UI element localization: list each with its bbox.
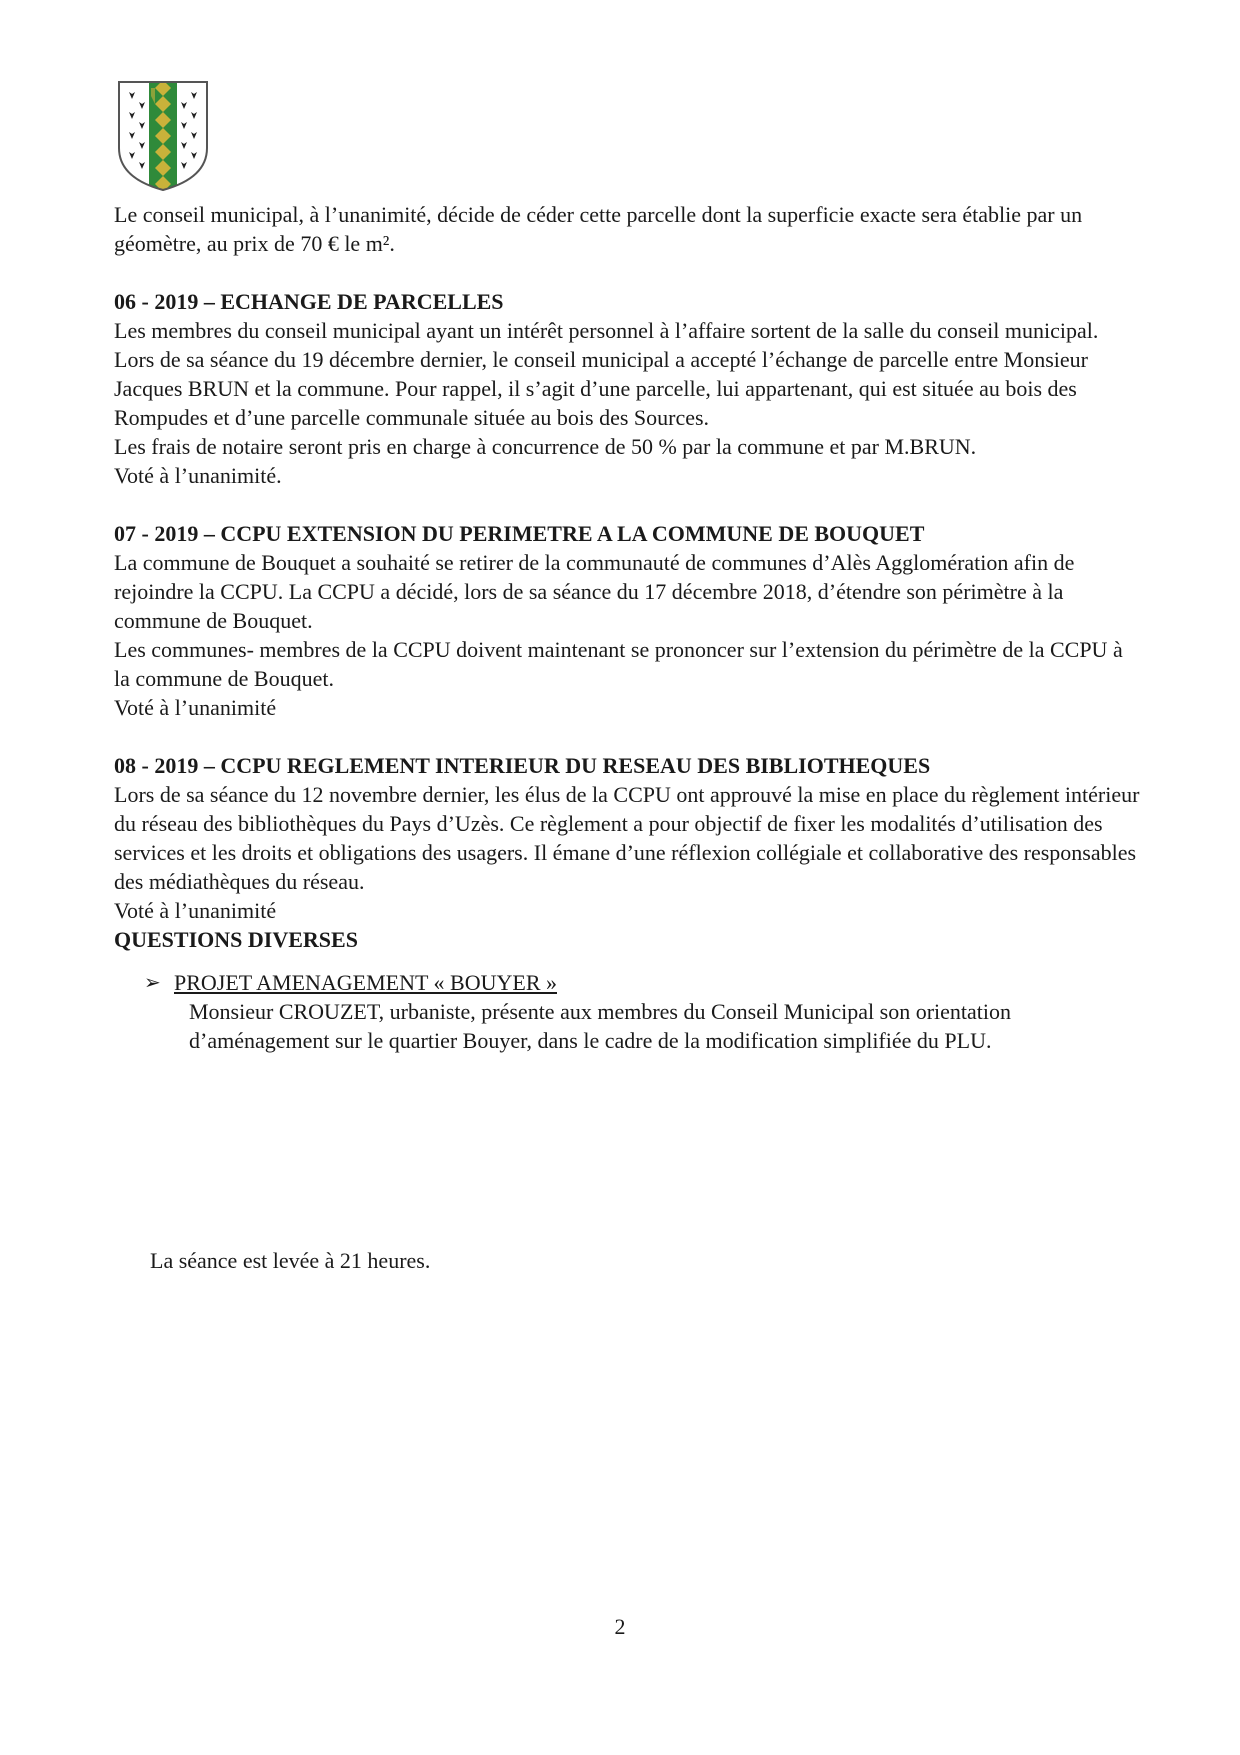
- intro-paragraph: Le conseil municipal, à l’unanimité, décide de céder cette parcelle dont la superficie exacte sera établie par un géomètre, au prix de 70 € le m².: [114, 202, 1083, 256]
- section-08-2019: [114, 751, 1144, 925]
- section-paragraph: Voté à l’unanimité: [114, 898, 277, 923]
- bullet-paragraph: Monsieur CROUZET, urbaniste, présente aux membres du Conseil Municipal son orientation d’aménagement sur le quartier Bouyer, dans le cadre de la modification simplifiée du PLU.: [189, 999, 1011, 1053]
- section-06-2019: [114, 287, 1144, 490]
- municipal-crest-logo: [115, 78, 211, 194]
- page-number: 2: [614, 1614, 626, 1639]
- bullet-label: PROJET AMENAGEMENT « BOUYER »: [174, 970, 557, 995]
- section-07-2019: [114, 519, 1144, 722]
- document-body: [114, 200, 1144, 1055]
- bullet-item: [114, 968, 1144, 997]
- section-paragraph: Voté à l’unanimité: [114, 695, 277, 720]
- closing-statement: La séance est levée à 21 heures.: [150, 1248, 431, 1273]
- section-paragraph: Les membres du conseil municipal ayant un intérêt personnel à l’affaire sortent de la salle du conseil municipal. Lors de sa séance du 19 décembre dernier, le conseil municipal a accepté l’échange de parcelle entre Monsieur Jacques BRUN et la commune. Pour rappel, il s’agit d’une parcelle, lui appartenant, qui est située au bois des Rompudes et d’une parcelle communale située au bois des Sources.: [114, 318, 1099, 430]
- section-title: 08 - 2019 – CCPU REGLEMENT INTERIEUR DU RESEAU DES BIBLIOTHEQUES: [114, 753, 931, 778]
- section-title: 07 - 2019 – CCPU EXTENSION DU PERIMETRE A LA COMMUNE DE BOUQUET: [114, 521, 925, 546]
- section-paragraph: Lors de sa séance du 12 novembre dernier, les élus de la CCPU ont approuvé la mise en place du règlement intérieur du réseau des bibliothèques du Pays d’Uzès. Ce règlement a pour objectif de fixer les modalités d’utilisation des services et les droits et obligations des usagers. Il émane d’une réflexion collégiale et collaborative des responsables des médiathèques du réseau.: [114, 782, 1140, 894]
- section-paragraph: Les communes- membres de la CCPU doivent maintenant se prononcer sur l’extension du périmètre de la CCPU à la commune de Bouquet.: [114, 637, 1123, 691]
- questions-diverses-title: QUESTIONS DIVERSES: [114, 927, 358, 952]
- arrow-bullet-icon: ➢: [144, 970, 161, 994]
- section-paragraph: La commune de Bouquet a souhaité se retirer de la communauté de communes d’Alès Agglomération afin de rejoindre la CCPU. La CCPU a décidé, lors de sa séance du 17 décembre 2018, d’étendre son périmètre à la commune de Bouquet.: [114, 550, 1075, 633]
- section-paragraph: Les frais de notaire seront pris en charge à concurrence de 50 % par la commune et par M.BRUN.: [114, 434, 977, 459]
- section-title: 06 - 2019 – ECHANGE DE PARCELLES: [114, 289, 504, 314]
- section-paragraph: Voté à l’unanimité.: [114, 463, 282, 488]
